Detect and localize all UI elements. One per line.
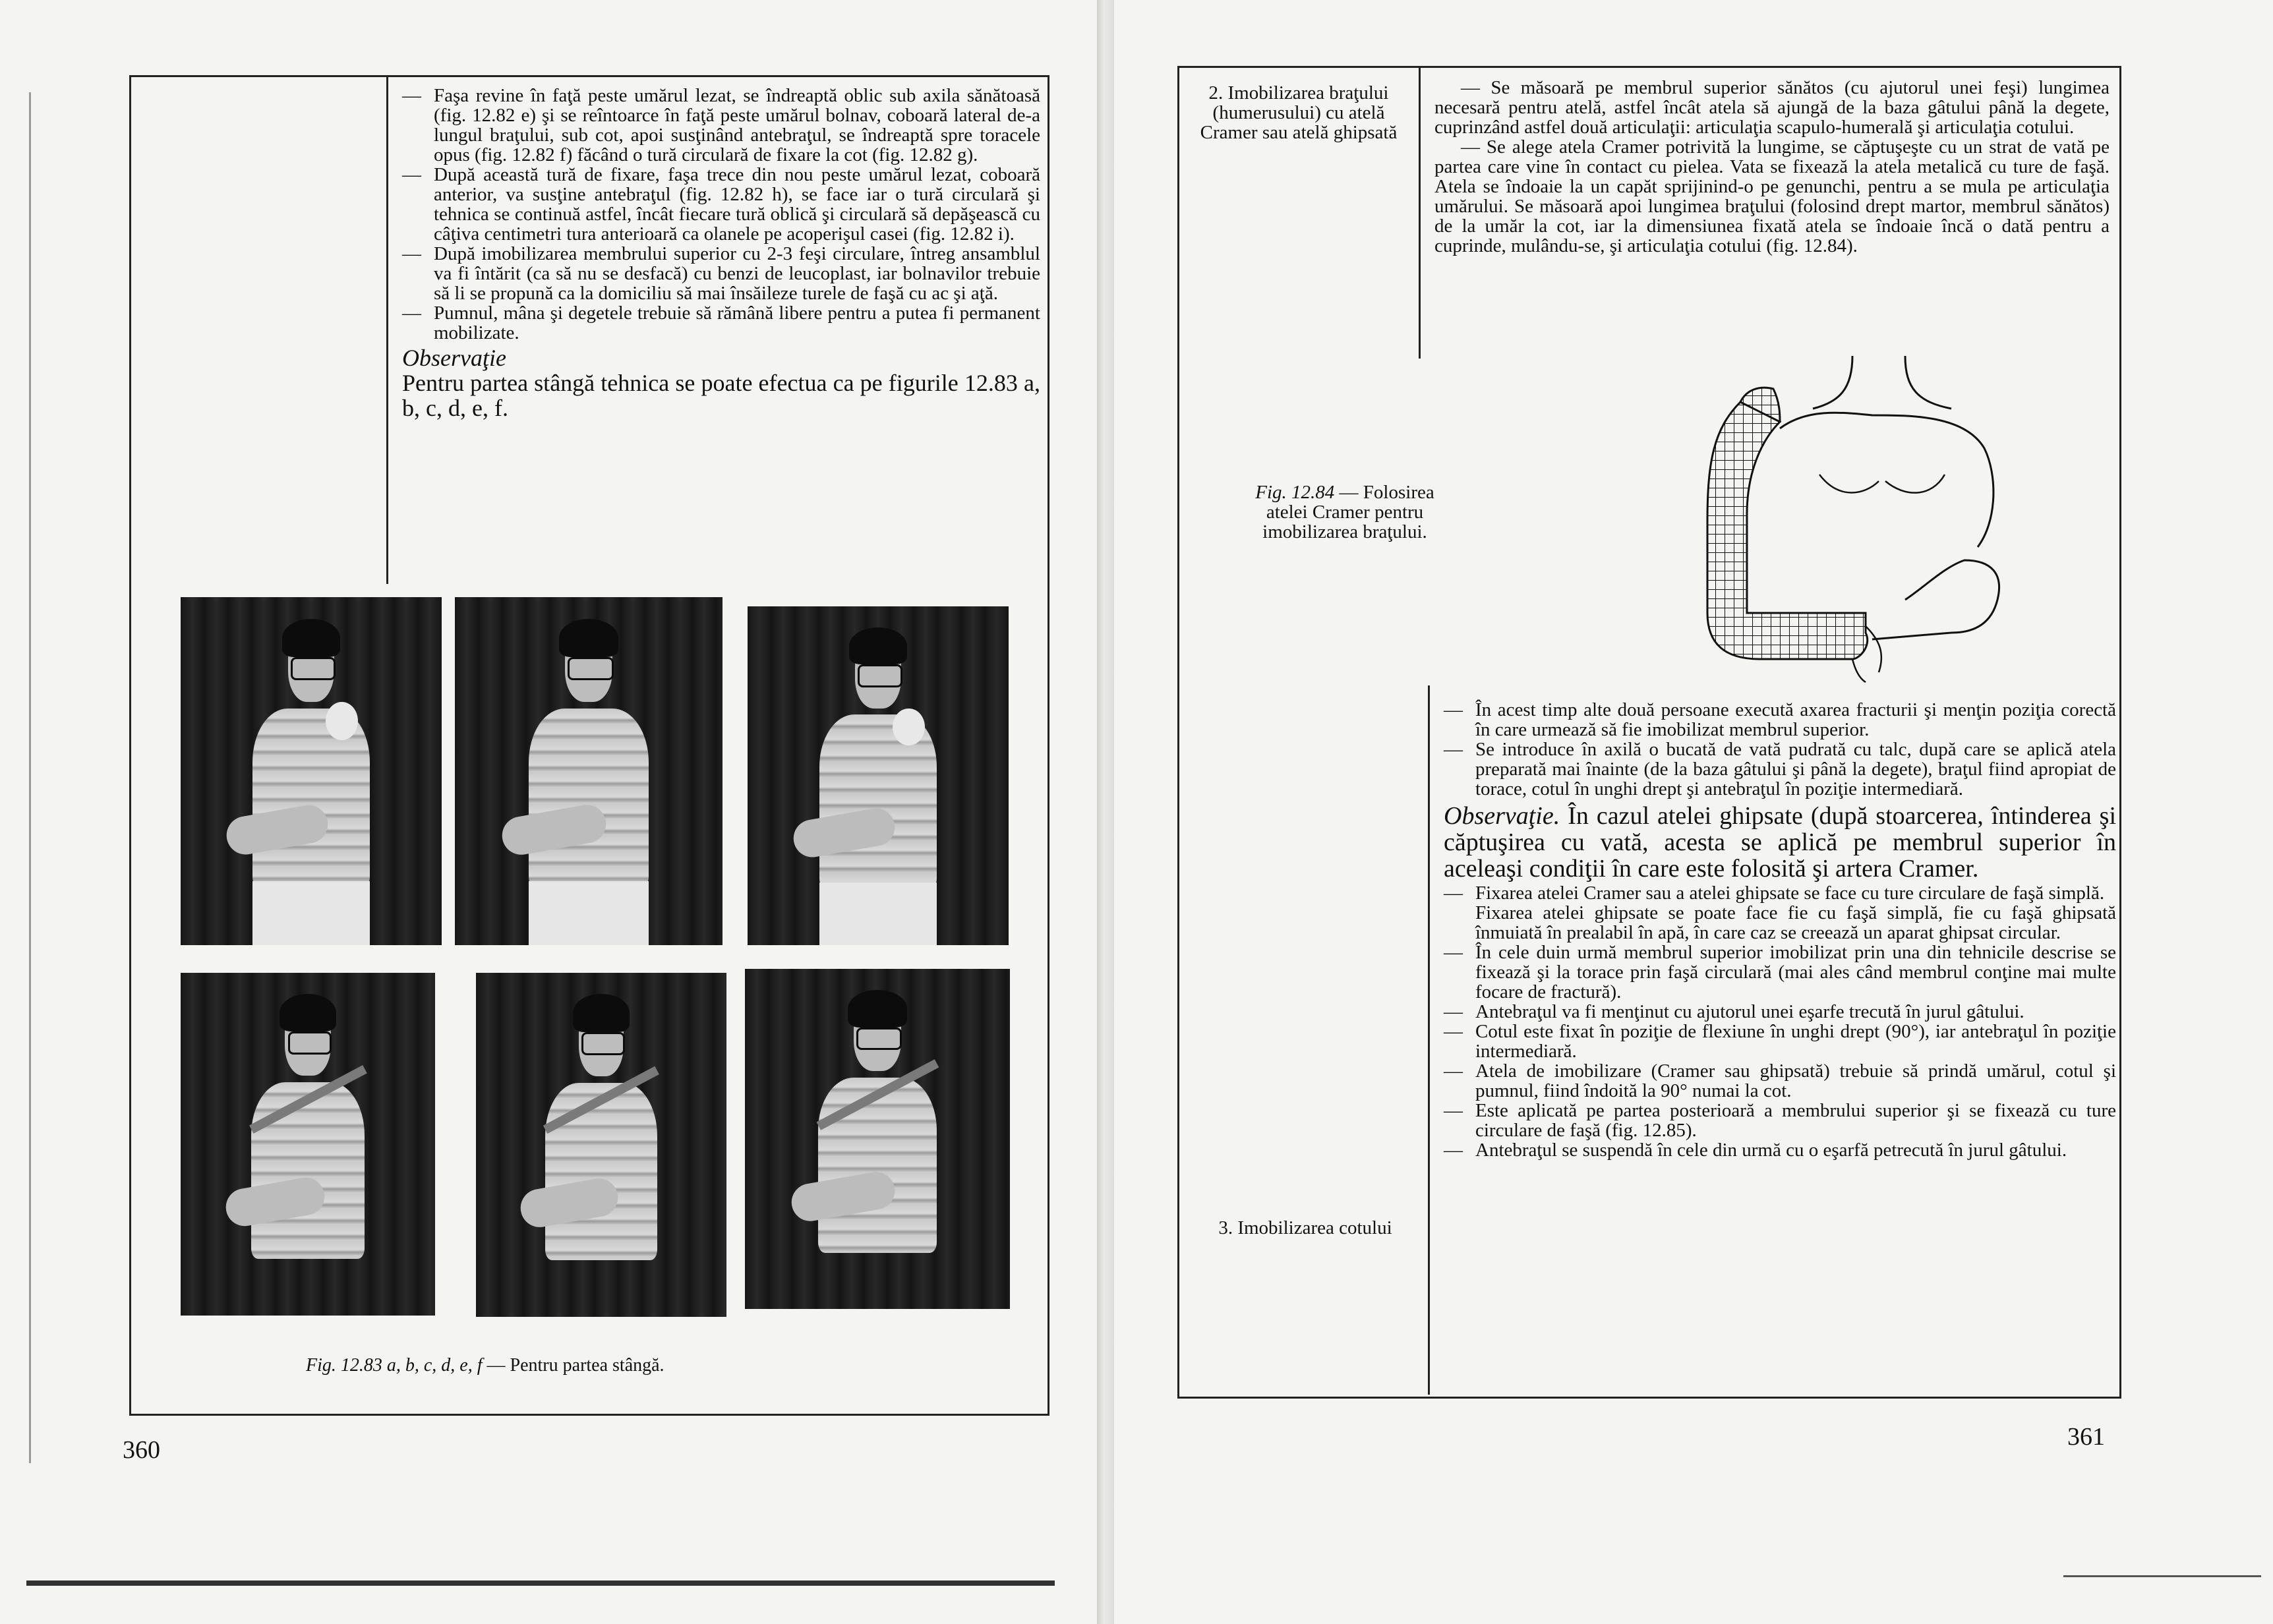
observation-block [1444, 803, 2116, 882]
list-item: — După imobilizarea membrului superior cu 2-3 feşi circulare, întreg ansamblul va fi întărit (ca să nu se desfacă) cu benzi de leucoplast, iar bolnavilor trebuie să li se propună ca la domiciliu să mai însăileze turele de faşă cu ac şi aţă. [402, 243, 1040, 304]
bottom-edge-line [26, 1580, 1055, 1586]
list-item: — După această tură de fixare, faşa trece din nou peste umărul lezat, coboară anterior, va susţine antebraţul (fig. 12.82 h), se face iar o tură circulară şi tehnica se continuă astfel, încât fiecare tură oblică şi circulară să depăşească cu câţiva centimetri tura anterioară ca olanele pe acoperişul casei (fig. 12.82 i). [402, 164, 1040, 245]
list-item: — Se introduce în axilă o bucată de vată pudrată cu talc, după care se aplică atela preparată mai înainte (de la baza gâtului şi până la degete), braţul fiind apropiat de torace, cotul în unghi drept şi antebraţul în poziţie intermediară. [1444, 739, 2116, 799]
figure-12-84-label: Fig. 12.84 [1255, 482, 1335, 503]
photo-f [745, 969, 1010, 1309]
column-divider-bottom [1428, 685, 1430, 1395]
right-page [1114, 0, 2273, 1624]
photo-c [748, 606, 1009, 945]
bottom-edge-line [2063, 1575, 2261, 1577]
observation-title: Observaţie [402, 345, 506, 371]
observation-text: În cazul atelei ghipsate (după stoarcerea, întinderea şi căptuşirea cu vată, acesta se aplică pe membrul superior în aceleaşi condiţii în care este folosită şi artera Cramer. [1444, 802, 2117, 883]
figure-12-84-text: — Folosirea atelei Cramer pentru imobilizarea braţului. [1262, 482, 1434, 542]
section-2-text [1434, 78, 2110, 256]
left-text-block [402, 86, 1040, 420]
list-item: — Pumnul, mâna şi degetele trebuie să rămână libere pentru a putea fi permanent mobilizate. [402, 303, 1040, 343]
page-number: 361 [2067, 1423, 2105, 1451]
column-divider [386, 75, 388, 584]
section-2-paragraph-2: — Se alege atela Cramer potrivită la lungime, se căptuşeşte cu un strat de vată pe partea care vine în contact cu pielea. Vata se fixează la atela metalică cu ture de faşă. Atela se îndoaie la un capăt sprijinind-o pe genunchi, pentru a se mula pe articulaţia umărului. Se măsoară apoi lungimea braţului (folosind drept martor, membrul sănătos) de la umăr la cot, iar la dimensiunea fixată atela se îndoaie încă o dată pentru a cuprinde, mulându-se, şi articulaţia cotului (fig. 12.84). [1434, 136, 2110, 256]
list-item: — Este aplicată pe partea posterioară a membrului superior şi se fixează cu ture circulare de faşă (fig. 12.85). [1444, 1100, 2116, 1141]
photo-a [181, 597, 442, 945]
photo-b [455, 597, 723, 945]
section-2-paragraph-1: — Se măsoară pe membrul superior sănătos (cu ajutorul unei feşi) lungimea necesară pentru atelă, astfel încât atela să ajungă de la baza gâtului până la degete, cuprinzând astfel două articulaţii: articulaţia scapulo-humerală şi articulaţia cotului. [1434, 77, 2110, 138]
figure-12-84-caption [1233, 482, 1457, 542]
column-divider-top [1419, 66, 1421, 359]
right-lower-text [1444, 700, 2116, 1160]
figure-caption [306, 1355, 965, 1376]
list-item: — În cele duin urmă membrul superior imobilizat prin una din tehnicile descrise se fixează şi la torace prin faşă circulară (mai ales când membrul conţine mai multe focare de fractură). [1444, 942, 2116, 1002]
list-item: — Fixarea atelei Cramer sau a atelei ghipsate se face cu ture circulare de faşă simplă. [1444, 883, 2105, 904]
observation-title: Observaţie. [1444, 802, 1560, 830]
figure-caption-text: — Pentru partea stângă. [487, 1355, 664, 1376]
list-item: — Antebraţul va fi menţinut cu ajutorul unei eşarfe trecută în jurul gâtului. [1444, 1001, 2024, 1022]
photo-d [181, 973, 435, 1316]
list-item: — Faşa revine în faţă peste umărul lezat, se îndreaptă oblic sub axila sănătoasă (fig. 12.82 e) şi se reîntoarce în faţă peste umărul bolnav, coboară lateral de-a lungul braţului, sub cot, apoi susţinând antebraţul, se îndreaptă spre toracele opus (fig. 12.82 f) făcând o tură circulară de fixare la cot (fig. 12.82 g). [402, 85, 1040, 165]
page-edge-mark [29, 92, 31, 1463]
cramer-splint-illustration [1688, 349, 2057, 692]
figure-caption-label: Fig. 12.83 a, b, c, d, e, f [306, 1355, 483, 1376]
list-item: — În acest timp alte două persoane execută axarea fracturii şi menţin poziţia corectă în care urmează să fie imobilizat membrul superior. [1444, 699, 2116, 740]
sub-paragraph: Fixarea atelei ghipsate se poate face fie cu faşă simplă, fie cu faşă ghipsată înmuiată în prealabil în apă, în care caz se creează un aparat ghipsat circular. [1475, 902, 2116, 943]
observation-text: Pentru partea stângă tehnica se poate efectua ca pe figurile 12.83 a, b, c, d, e, f. [402, 370, 1040, 421]
book-gutter [1097, 0, 1114, 1624]
page-number: 360 [123, 1436, 160, 1464]
list-item: — Cotul este fixat în poziţie de flexiune în unghi drept (90°), iar antebraţul în poziţie intermediară. [1444, 1021, 2116, 1062]
list-item: — Atela de imobilizare (Cramer sau ghipsată) trebuie să prindă umărul, cotul şi pumnul, fiind îndoită la 90° numai la cot. [1444, 1060, 2116, 1101]
section-3-label: 3. Imobilizarea cotului [1218, 1217, 1392, 1238]
left-page [0, 0, 1097, 1624]
photo-e [476, 973, 726, 1317]
list-item: — Antebraţul se suspendă în cele din urmă cu o eşarfă petrecută în jurul gâtului. [1444, 1140, 2067, 1161]
section-2-label: 2. Imobilizarea braţului (humerusului) cu atelă Cramer sau atelă ghipsată [1200, 82, 1398, 143]
